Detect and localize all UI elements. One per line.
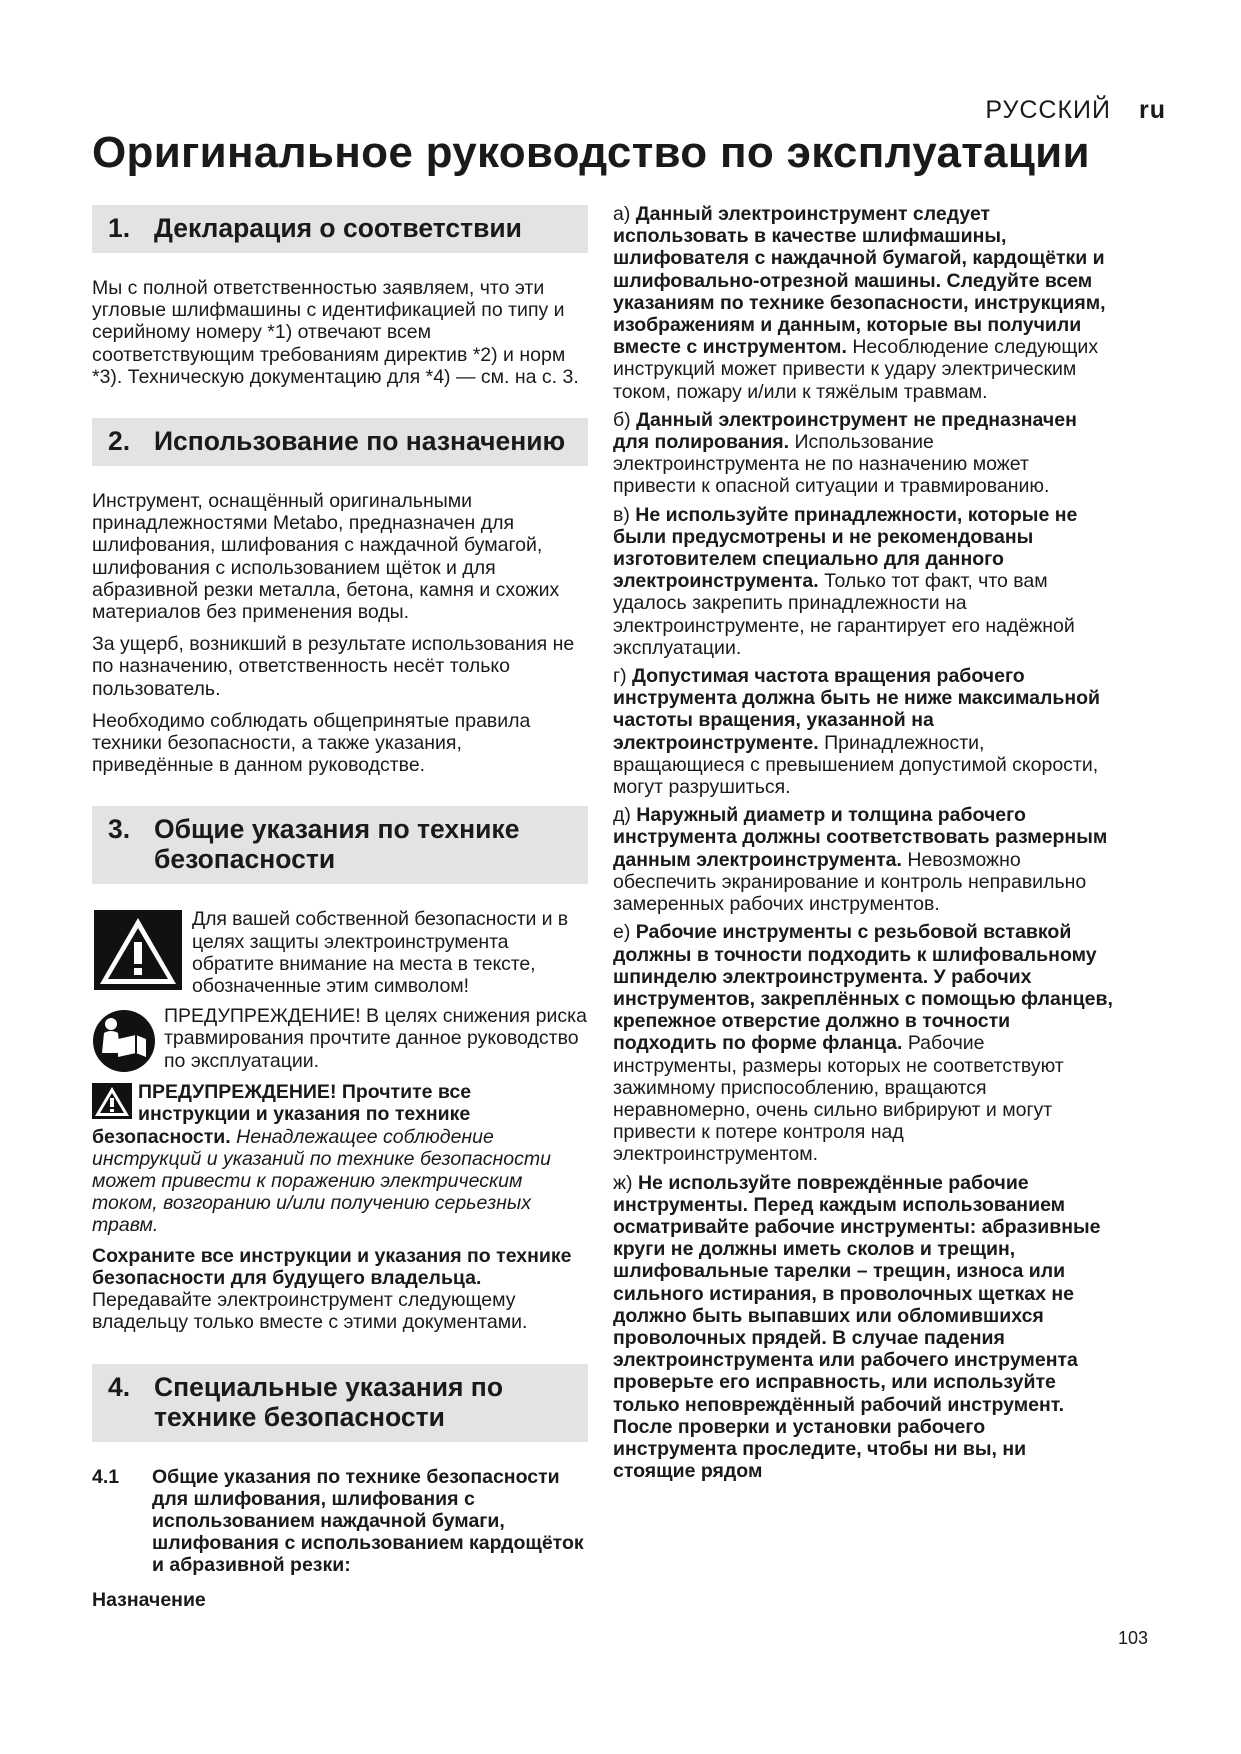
read-manual-note — [92, 1005, 588, 1073]
safety-item-d: д) Наружный диаметр и толщина рабочего инструмента должны соответствовать размерным данным электроинструмента. Невозможно обеспечить экранирование и контроль неправильно замеренных рабочих инструментов. — [613, 804, 1108, 916]
warning-symbol-text: Для вашей собственной безопасности и в целях защиты электроинструмента обратите внимание на места в тексте, обозначенные этим символом! — [192, 908, 569, 998]
read-manual-text: ПРЕДУПРЕЖДЕНИЕ! В целях снижения риска травмирования прочтите данное руководство по эксплуатации. — [164, 1005, 587, 1072]
keep-instructions-heading: Сохраните все инструкции и указания по технике безопасности для будущего владельца. — [92, 1244, 572, 1289]
safety-item-g: г) Допустимая частота вращения рабочего инструмента должна быть не ниже максимальной частоты вращения, указанной на электроинструменте. Принадлежности, вращающиеся с превышением допустимой скорости, могут разрушиться. — [613, 665, 1101, 799]
safety-item-e: е) Рабочие инструменты с резьбовой вставкой должны в точности подходить к шлифовальному шпинделю электроинструмента. У рабочих инструментов, закреплённых с помощью фланцев, крепежное отверстие должно в точности подходить по форме фланца. Рабочие инструменты, размеры которых не соответствуют зажимному приспособлению, вращаются неравномерно, очень сильно вибрируют и могут привести к потере контроля над электроинструментом. — [613, 921, 1113, 1166]
page-number: 103 — [1118, 1628, 1149, 1648]
warning-all-instructions — [92, 1081, 588, 1236]
section-heading-3: 3. Общие указания по технике безопасности — [92, 806, 588, 884]
language-name: РУССКИЙ — [985, 96, 1111, 124]
safety-item-zh: ж) Не используйте повреждённые рабочие инструменты. Перед каждым использованием осматривайте рабочие инструменты: абразивные круги не должны иметь сколов и трещин, шлифовальные тарелки – трещин, износа или сильного истирания, в проволочных щетках не должно быть выпавших или обломившихся проволочных прядей. В случае падения электроинструмента или рабочего инструмента проверьте его исправность, или используйте только неповреждённый рабочий инструмент. После проверки и установки рабочего инструмента проследите, чтобы ни вы, ни стоящие рядом — [613, 1171, 1101, 1483]
warning-small-icon — [92, 1083, 132, 1119]
read-manual-icon — [92, 1009, 156, 1073]
safety-rules-text: Необходимо соблюдать общепринятые правила техники безопасности, а также указания, приведённые в данном руководстве. — [92, 709, 531, 777]
language-label — [985, 96, 1166, 125]
liability-text: За ущерб, возникший в результате использования не по назначению, ответственность несёт только пользователь. — [92, 633, 575, 700]
purpose-heading: Назначение — [92, 1588, 206, 1611]
safety-item-a: а) Данный электроинструмент следует использовать в качестве шлифмашины, шлифователя с наждачной бумагой, кардощётки и шлифовально-отрезной машины. Следуйте всем указаниям по технике безопасности, инструкциям, изображениям и данным, которые вы получили вместе с инструментом. Несоблюдение следующих инструкций может привести к удару электрическим током, пожару и/или к тяжёлым травмам. — [613, 203, 1106, 403]
keep-instructions-text: Передавайте электроинструмент следующему владельцу только вместе с этими документами. — [92, 1289, 528, 1334]
warning-bold-text: ПРЕДУПРЕЖДЕНИЕ! Прочтите все инструкции и указания по технике безопасности. — [92, 1081, 472, 1148]
warning-italic-text: Ненадлежащее соблюдение инструкций и указаний по технике безопасности может привести к поражению электрическим током, возгоранию и/или получению серьезных травм. — [92, 1125, 551, 1237]
section-heading-2: 2. Использование по назначению — [92, 418, 588, 466]
section-heading-4: 4. Специальные указания по технике безопасности — [92, 1364, 588, 1442]
section-heading-1: 1. Декларация о соответствии — [92, 205, 588, 253]
declaration-text: Мы с полной ответственностью заявляем, что эти угловые шлифмашины с идентификацией по типу и серийному номеру *1) отвечают всем соответствующим требованиям директив *2) и норм *3). Техническую документацию для *4) — см. на с. 3. — [92, 277, 579, 388]
warning-symbol-note — [92, 908, 588, 997]
intended-use-text: Инструмент, оснащённый оригинальными принадлежностями Metabo, предназначен для шлифования, шлифования с наждачной бумагой, шлифования с использованием щёток и для абразивной резки металла, бетона, камня и схожих материалов без применения воды. — [92, 490, 560, 624]
language-code: ru — [1139, 96, 1166, 124]
left-column — [92, 205, 588, 1611]
safety-item-v: в) Не используйте принадлежности, которые не были предусмотрены и не рекомендованы изготовителем специально для данного электроинструмента. Только тот факт, что вам удалось закрепить принадлежности на электроинструменте, не гарантирует его надёжной эксплуатации. — [613, 503, 1078, 659]
page-title: Оригинальное руководство по эксплуатации — [92, 128, 1090, 177]
safety-item-b: б) Данный электроинструмент не предназначен для полирования. Использование электроинструмента не по назначению может привести к опасной ситуации и травмированию. — [613, 408, 1077, 498]
right-column — [613, 203, 1113, 1488]
warning-triangle-icon — [94, 910, 182, 990]
subsection-4-1: 4.1 Общие указания по технике безопасности для шлифования, шлифования с использованием наждачной бумаги, шлифования с использованием кардощёток и абразивной резки: — [92, 1465, 584, 1577]
